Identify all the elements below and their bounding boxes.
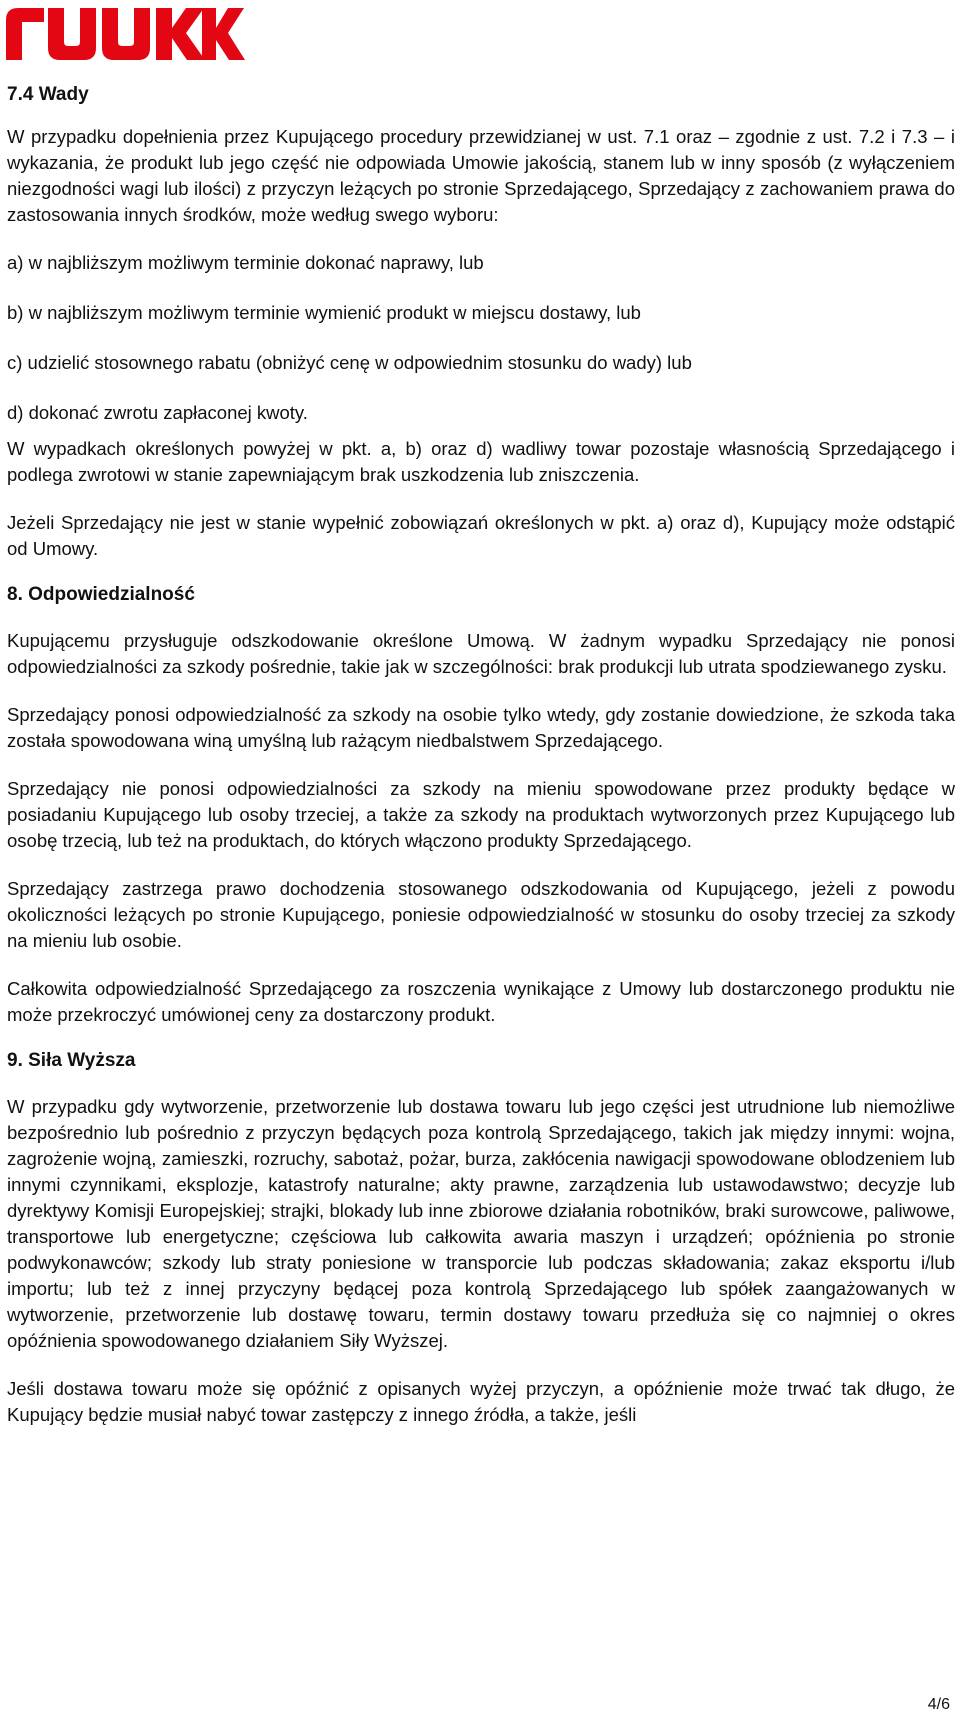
list-item-a: a) w najbliższym możliwym terminie dokonać naprawy, lub: [7, 252, 484, 273]
section-7-4-paragraph-2: W wypadkach określonych powyżej w pkt. a, b) oraz d) wadliwy towar pozostaje własnością Sprzedającego i podlega zwrotowi w stanie zapewniającym brak uszkodzenia lub zniszczenia.: [7, 438, 955, 485]
section-8-paragraph-3: Sprzedający nie ponosi odpowiedzialności za szkody na mieniu spowodowane przez produkty będące w posiadaniu Kupującego lub osoby trzeciej, a także za szkody na produktach wytworzonych przez Kupującego lub osobę trzecią, lub też na produktach, do których włączono produkty Sprzedającego.: [7, 778, 955, 851]
page-number: 4/6: [927, 1696, 950, 1713]
list-item-c: c) udzielić stosownego rabatu (obniżyć cenę w odpowiednim stosunku do wady) lub: [7, 352, 692, 373]
document-body: [7, 82, 955, 1428]
section-9-paragraph-2: Jeśli dostawa towaru może się opóźnić z opisanych wyżej przyczyn, a opóźnienie może trwać tak długo, że Kupujący będzie musiał nabyć towar zastępczy z innego źródła, a także, jeśli: [7, 1378, 955, 1425]
section-9-paragraph-1: W przypadku gdy wytworzenie, przetworzenie lub dostawa towaru lub jego części jest utrudnione lub niemożliwe bezpośrednio lub pośrednio z przyczyn będących poza kontrolą Sprzedającego, takich jak między innymi: wojna, zagrożenie wojną, zamieszki, rozruchy, sabotaż, pożar, burza, zakłócenia nawigacji spowodowane oblodzeniem lub innymi czynnikami, eksplozje, katastrofy naturalne; akty prawne, zarządzenia lub ustawodawstwo; decyzje lub dyrektywy Komisji Europejskiej; strajki, blokady lub inne zbiorowe działania robotników, braki surowcowe, paliwowe, transportowe lub energetyczne; częściowa lub całkowita awaria maszyn i urządzeń; opóźnienia po stronie podwykonawców; szkody lub straty poniesione w transporcie lub podczas składowania; zakaz eksportu i/lub importu; lub też z innej przyczyny będącej poza kontrolą Sprzedającego lub spółek zaangażowanych w wytworzenie, przetworzenie lub dostawę towaru, termin dostawy towaru przedłuża się co najmniej o okres opóźnienia spowodowanego działaniem Siły Wyższej.: [7, 1096, 955, 1351]
section-8-paragraph-2: Sprzedający ponosi odpowiedzialność za szkody na osobie tylko wtedy, gdy zostanie dowiedzione, że szkoda taka została spowodowana winą umyślną lub rażącym niedbalstwem Sprzedającego.: [7, 704, 955, 751]
list-item-d: d) dokonać zwrotu zapłaconej kwoty.: [7, 402, 308, 423]
section-8-heading: 8. Odpowiedzialność: [7, 584, 195, 605]
section-7-4-intro: W przypadku dopełnienia przez Kupującego procedury przewidzianej w ust. 7.1 oraz – zgodnie z ust. 7.2 i 7.3 – i wykazania, że produkt lub jego część nie odpowiada Umowie jakością, stanem lub w inny sposób (z wyłączeniem niezgodności wagi lub ilości) z przyczyn leżących po stronie Sprzedającego, Sprzedający z zachowaniem prawa do zastosowania innych środków, może według swego wyboru:: [7, 126, 955, 225]
list-item-b: b) w najbliższym możliwym terminie wymienić produkt w miejscu dostawy, lub: [7, 302, 641, 323]
section-9-heading: 9. Siła Wyższa: [7, 1050, 136, 1071]
section-8-paragraph-4: Sprzedający zastrzega prawo dochodzenia stosowanego odszkodowania od Kupującego, jeżeli z powodu okoliczności leżących po stronie Kupującego, poniesie odpowiedzialność w stosunku do osoby trzeciej za szkody na mieniu lub osobie.: [7, 878, 955, 951]
section-7-4-paragraph-3: Jeżeli Sprzedający nie jest w stanie wypełnić zobowiązań określonych w pkt. a) oraz d), Kupujący może odstąpić od Umowy.: [7, 512, 955, 559]
ruukki-logo: [6, 6, 246, 60]
section-7-4-heading: 7.4 Wady: [7, 84, 89, 105]
section-8-paragraph-1: Kupującemu przysługuje odszkodowanie określone Umową. W żadnym wypadku Sprzedający nie ponosi odpowiedzialności za szkody pośrednie, takie jak w szczególności: brak produkcji lub utrata spodziewanego zysku.: [7, 630, 955, 677]
section-8-paragraph-5: Całkowita odpowiedzialność Sprzedającego za roszczenia wynikające z Umowy lub dostarczonego produktu nie może przekroczyć umówionej ceny za dostarczony produkt.: [7, 978, 955, 1025]
